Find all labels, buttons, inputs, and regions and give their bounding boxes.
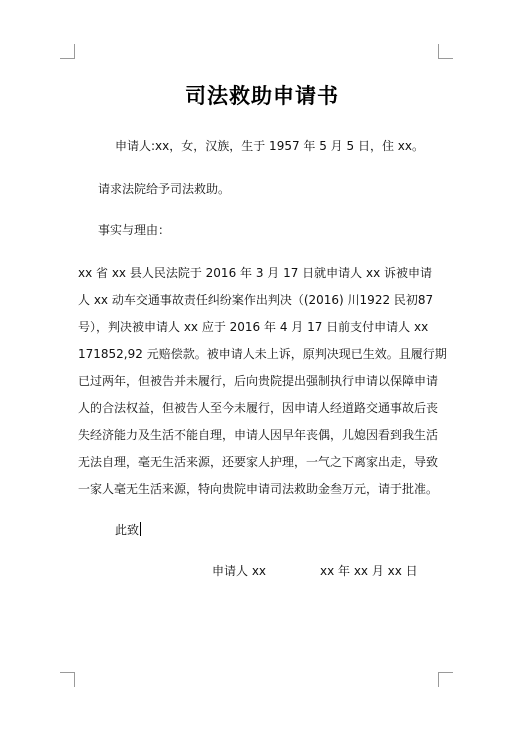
applicant-info: 申请人:xx，女，汉族，生于 1957 年 5 月 5 日，住 xx。	[115, 139, 424, 153]
signature-date: xx 年 xx 月 xx 日	[320, 564, 418, 578]
body-line-1: xx 省 xx 县人民法院于 2016 年 3 月 17 日就申请人 xx 诉被申请	[78, 266, 433, 280]
body-line-7: 失经济能力及生活不能自理，申请人因早年丧偶，儿媳因看到我生活	[78, 428, 439, 442]
crop-mark-bottom-right	[438, 672, 453, 687]
body-line-9: 一家人毫无生活来源，特向贵院申请司法救助金叁万元，请于批准。	[78, 482, 439, 496]
body-line-5: 已过两年，但被告并未履行，后向贵院提出强制执行申请以保障申请	[78, 374, 439, 388]
closing-line[interactable]	[115, 521, 141, 538]
crop-mark-top-right	[438, 44, 453, 59]
body-line-4: 171852,92 元赔偿款。被申请人未上诉，原判决现已生效。且履行期	[78, 347, 447, 361]
facts-heading: 事实与理由：	[98, 223, 171, 237]
closing-text: 此致	[115, 523, 140, 537]
body-line-2: 人 xx 动车交通事故责任纠纷案作出判决（(2016) 川1922 民初87	[78, 293, 434, 307]
crop-mark-top-left	[60, 44, 75, 59]
text-cursor	[140, 522, 141, 536]
body-line-8: 无法自理，毫无生活来源，还要家人护理，一气之下离家出走，导致	[78, 455, 439, 469]
request-statement: 请求法院给予司法救助。	[98, 182, 231, 196]
document-title: 司法救助申请书	[185, 84, 339, 108]
body-line-6: 人的合法权益，但被告人至今未履行，因申请人经道路交通事故后丧	[78, 401, 439, 415]
body-line-3: 号），判决被申请人 xx 应于 2016 年 4 月 17 日前支付申请人 xx	[78, 320, 429, 334]
signature-name: 申请人 xx	[212, 564, 267, 578]
facts-body	[78, 260, 447, 503]
crop-mark-bottom-left	[60, 672, 75, 687]
